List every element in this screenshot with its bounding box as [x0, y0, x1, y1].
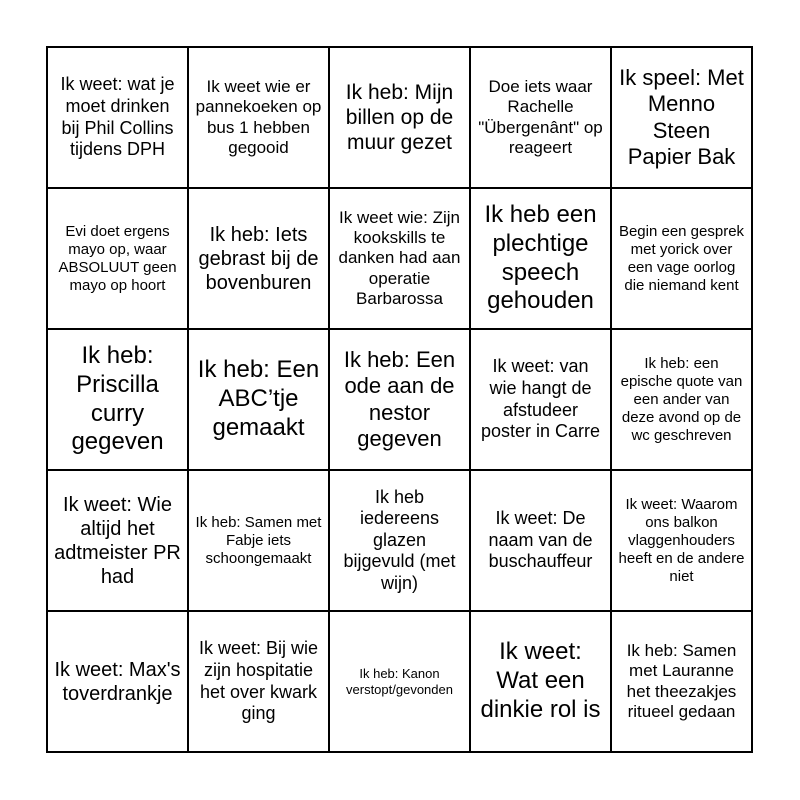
bingo-cell[interactable]: Ik heb iedereens glazen bijgevuld (met wijn)	[329, 470, 470, 611]
bingo-cell[interactable]: Ik heb: Iets gebrast bij de bovenburen	[188, 188, 329, 329]
bingo-cell[interactable]: Ik weet: Wat een dinkie rol is	[470, 611, 611, 752]
bingo-cell[interactable]: Ik weet wie: Zijn kookskills te danken had aan operatie Barbarossa	[329, 188, 470, 329]
bingo-cell[interactable]: Ik speel: Met Menno Steen Papier Bak	[611, 47, 752, 188]
bingo-cell[interactable]: Ik heb: Mijn billen op de muur gezet	[329, 47, 470, 188]
bingo-cell[interactable]: Ik weet: De naam van de buschauffeur	[470, 470, 611, 611]
bingo-cell[interactable]: Ik heb: een epische quote van een ander van deze avond op de wc geschreven	[611, 329, 752, 470]
bingo-cell[interactable]: Ik heb: Priscilla curry gegeven	[47, 329, 188, 470]
bingo-cell[interactable]: Ik weet: Max's toverdrankje	[47, 611, 188, 752]
bingo-cell[interactable]: Ik heb: Samen met Lauranne het theezakjes ritueel gedaan	[611, 611, 752, 752]
bingo-cell[interactable]: Ik weet: van wie hangt de afstudeer poster in Carre	[470, 329, 611, 470]
bingo-cell[interactable]: Ik heb: Een ode aan de nestor gegeven	[329, 329, 470, 470]
bingo-cell[interactable]: Ik weet: Bij wie zijn hospitatie het over kwark ging	[188, 611, 329, 752]
bingo-cell[interactable]: Ik weet: wat je moet drinken bij Phil Collins tijdens DPH	[47, 47, 188, 188]
bingo-board	[46, 46, 753, 753]
bingo-cell[interactable]: Ik heb: Kanon verstopt/gevonden	[329, 611, 470, 752]
bingo-cell[interactable]: Ik heb: Een ABC’tje gemaakt	[188, 329, 329, 470]
bingo-cell[interactable]: Ik weet wie er pannekoeken op bus 1 hebben gegooid	[188, 47, 329, 188]
bingo-cell[interactable]: Begin een gesprek met yorick over een vage oorlog die niemand kent	[611, 188, 752, 329]
bingo-cell[interactable]: Ik heb: Samen met Fabje iets schoongemaakt	[188, 470, 329, 611]
bingo-cell[interactable]: Evi doet ergens mayo op, waar ABSOLUUT geen mayo op hoort	[47, 188, 188, 329]
bingo-cell[interactable]: Ik weet: Wie altijd het adtmeister PR had	[47, 470, 188, 611]
bingo-cell[interactable]: Ik weet: Waarom ons balkon vlaggenhouders heeft en de andere niet	[611, 470, 752, 611]
bingo-cell[interactable]: Doe iets waar Rachelle "Übergenânt" op reageert	[470, 47, 611, 188]
bingo-cell[interactable]: Ik heb een plechtige speech gehouden	[470, 188, 611, 329]
